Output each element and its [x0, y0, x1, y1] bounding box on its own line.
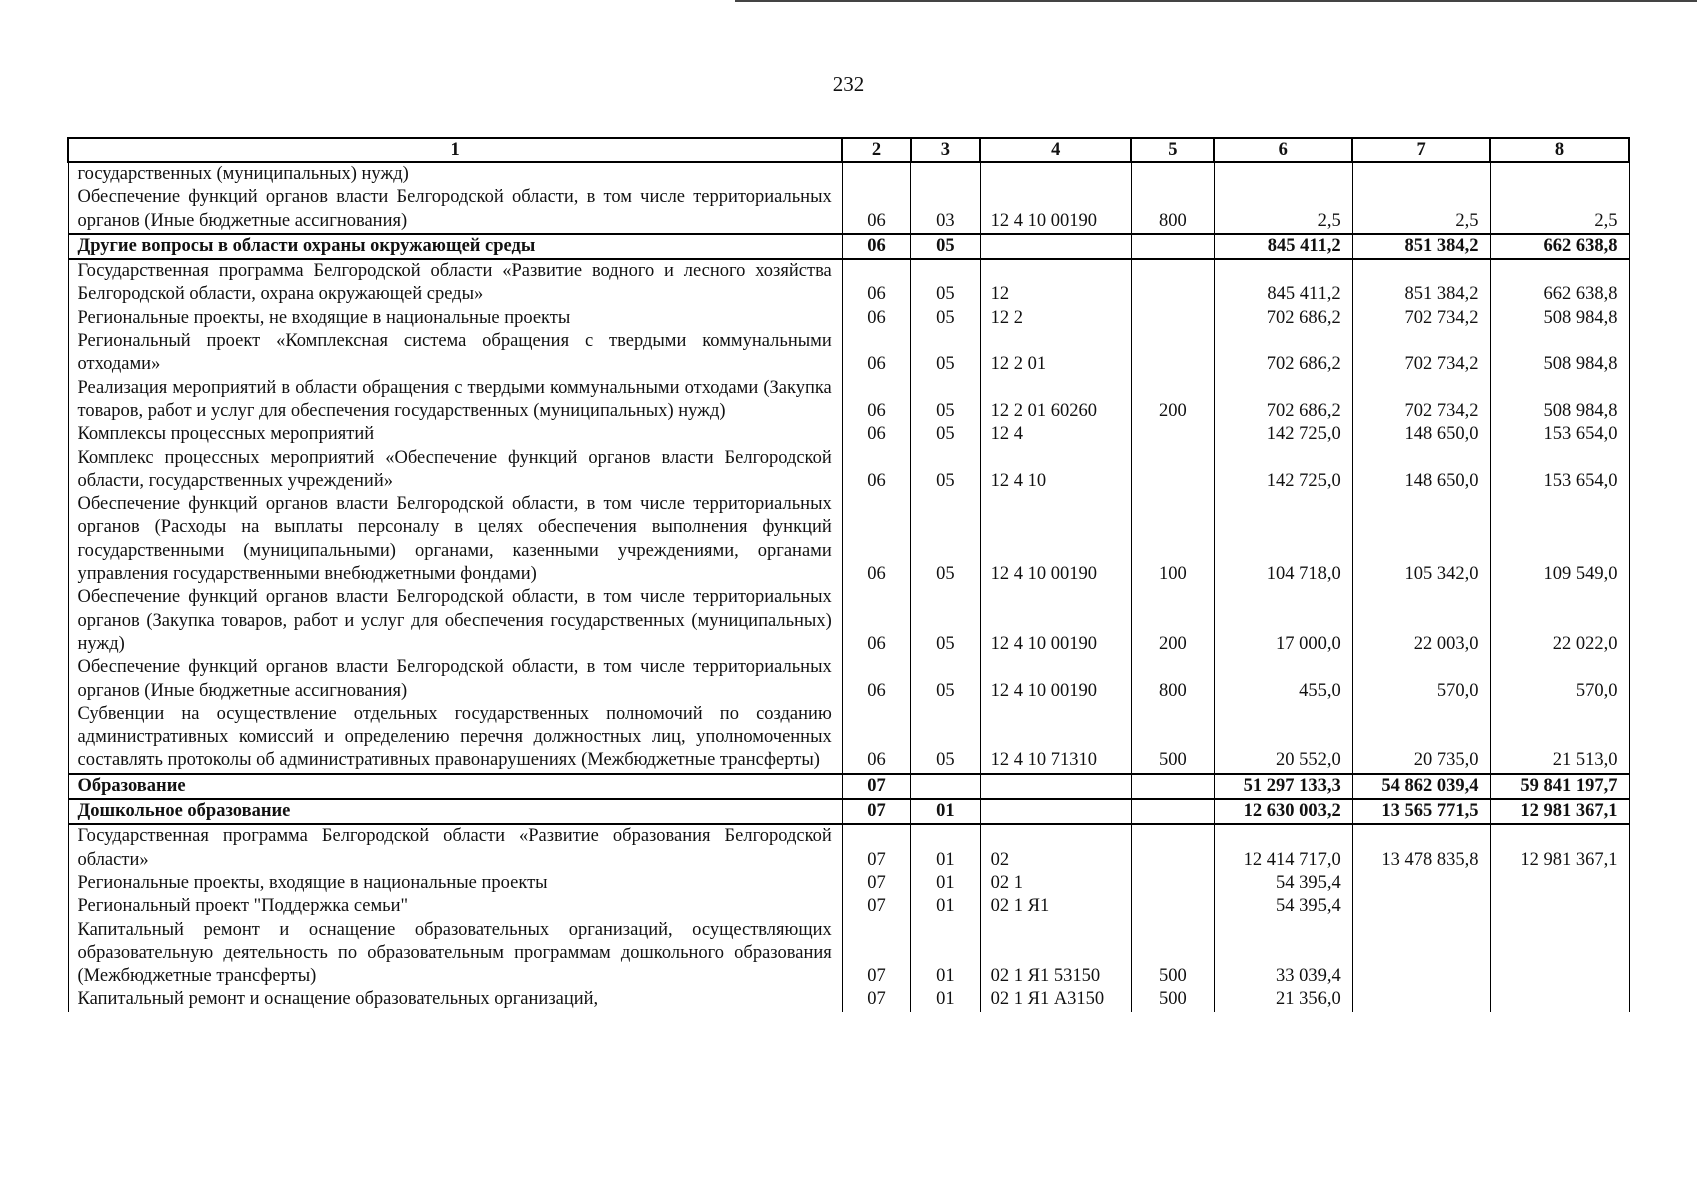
row-amount-col8: [1490, 919, 1629, 989]
header-col-3: 3: [911, 138, 980, 162]
row-expense-type: 500: [1131, 703, 1214, 774]
budget-table: [67, 137, 1630, 1012]
page-number: 232: [832, 72, 865, 96]
row-description: Региональный проект "Поддержка семьи": [68, 895, 842, 918]
row-section-code: 06: [842, 186, 910, 234]
row-expense-type: 800: [1131, 186, 1214, 234]
row-amount-col7: 22 003,0: [1352, 586, 1490, 656]
row-amount-col6: 142 725,0: [1214, 423, 1352, 446]
row-amount-col6: 845 411,2: [1214, 259, 1352, 307]
table-body: [68, 162, 1629, 1012]
row-subsection-code: 05: [911, 656, 980, 703]
table-row: [68, 656, 1629, 703]
table-row: [68, 307, 1629, 330]
row-subsection-code: 01: [911, 988, 980, 1011]
row-target-article: 12 4 10 00190: [980, 186, 1131, 234]
table-row: [68, 493, 1629, 586]
row-amount-col6: 104 718,0: [1214, 493, 1352, 586]
row-target-article: 02: [980, 824, 1131, 872]
row-amount-col8: 570,0: [1490, 656, 1629, 703]
row-target-article: 12: [980, 259, 1131, 307]
row-description: Региональные проекты, не входящие в национальные проекты: [68, 307, 842, 330]
table-row-section-total: [68, 774, 1629, 799]
row-description: Капитальный ремонт и оснащение образовательных организаций, осуществляющих образовательную деятельность по образовательным программам дошкольного образования (Межбюджетные трансферты): [68, 919, 842, 989]
row-description: Государственная программа Белгородской области «Развитие водного и лесного хозяйства Белгородской области, охрана окружающей среды»: [68, 259, 842, 307]
row-target-article: [980, 799, 1131, 824]
row-section-code: 06: [842, 234, 910, 259]
table-row: [68, 703, 1629, 774]
row-subsection-code: [911, 774, 980, 799]
row-section-code: 07: [842, 919, 910, 989]
row-subsection-code: 05: [911, 493, 980, 586]
row-amount-col6: 17 000,0: [1214, 586, 1352, 656]
table-row: [68, 377, 1629, 424]
row-amount-col7: [1352, 162, 1490, 186]
row-expense-type: [1131, 162, 1214, 186]
table-row: [68, 919, 1629, 989]
row-amount-col7: [1352, 988, 1490, 1011]
row-section-code: 06: [842, 423, 910, 446]
table-row: [68, 872, 1629, 895]
row-expense-type: [1131, 307, 1214, 330]
row-amount-col6: 21 356,0: [1214, 988, 1352, 1011]
row-subsection-code: 05: [911, 259, 980, 307]
row-expense-type: 500: [1131, 988, 1214, 1011]
table-row: [68, 423, 1629, 446]
row-section-code: 06: [842, 656, 910, 703]
row-amount-col7: 851 384,2: [1352, 234, 1490, 259]
row-expense-type: [1131, 872, 1214, 895]
table-row: [68, 186, 1629, 234]
row-amount-col7: [1352, 872, 1490, 895]
row-description: Обеспечение функций органов власти Белгородской области, в том числе территориальных органов (Расходы на выплаты персоналу в целях обеспечения выполнения функций государственными (муниципальными) органами, казенными учреждениями, органами управления государственными внебюджетными фондами): [68, 493, 842, 586]
row-section-code: 06: [842, 493, 910, 586]
row-expense-type: 200: [1131, 377, 1214, 424]
row-amount-col8: 508 984,8: [1490, 307, 1629, 330]
row-description: Обеспечение функций органов власти Белгородской области, в том числе территориальных органов (Иные бюджетные ассигнования): [68, 656, 842, 703]
row-amount-col7: 2,5: [1352, 186, 1490, 234]
row-section-code: 06: [842, 330, 910, 377]
row-target-article: [980, 162, 1131, 186]
row-subsection-code: 01: [911, 824, 980, 872]
row-section-code: 06: [842, 259, 910, 307]
row-section-code: 07: [842, 774, 910, 799]
row-amount-col6: 54 395,4: [1214, 895, 1352, 918]
row-subsection-code: 05: [911, 447, 980, 494]
row-expense-type: [1131, 895, 1214, 918]
row-amount-col8: 59 841 197,7: [1490, 774, 1629, 799]
row-expense-type: [1131, 824, 1214, 872]
row-description: Субвенции на осуществление отдельных государственных полномочий по созданию административных комиссий и определению перечня должностных лиц, уполномоченных составлять протоколы об административных правонарушениях (Межбюджетные трансферты): [68, 703, 842, 774]
row-target-article: [980, 234, 1131, 259]
row-target-article: 02 1 Я1 53150: [980, 919, 1131, 989]
row-amount-col7: 702 734,2: [1352, 330, 1490, 377]
row-amount-col7: 851 384,2: [1352, 259, 1490, 307]
header-col-7: 7: [1352, 138, 1490, 162]
row-target-article: 12 4 10 71310: [980, 703, 1131, 774]
row-section-code: 06: [842, 586, 910, 656]
row-description: Комплекс процессных мероприятий «Обеспечение функций органов власти Белгородской области, государственных учреждений»: [68, 447, 842, 494]
row-amount-col8: 153 654,0: [1490, 447, 1629, 494]
header-row: [68, 138, 1629, 162]
row-amount-col8: 2,5: [1490, 186, 1629, 234]
row-amount-col7: 105 342,0: [1352, 493, 1490, 586]
row-amount-col8: [1490, 162, 1629, 186]
row-amount-col6: 142 725,0: [1214, 447, 1352, 494]
row-subsection-code: 05: [911, 377, 980, 424]
row-target-article: [980, 774, 1131, 799]
row-description: Дошкольное образование: [68, 799, 842, 824]
row-expense-type: 100: [1131, 493, 1214, 586]
row-amount-col7: 20 735,0: [1352, 703, 1490, 774]
row-amount-col7: 13 565 771,5: [1352, 799, 1490, 824]
table-row-section-total: [68, 234, 1629, 259]
row-amount-col6: [1214, 162, 1352, 186]
row-subsection-code: 05: [911, 586, 980, 656]
row-amount-col6: 51 297 133,3: [1214, 774, 1352, 799]
row-target-article: 02 1: [980, 872, 1131, 895]
row-subsection-code: [911, 162, 980, 186]
row-amount-col8: 22 022,0: [1490, 586, 1629, 656]
row-description: Государственная программа Белгородской области «Развитие образования Белгородской области»: [68, 824, 842, 872]
row-amount-col8: [1490, 895, 1629, 918]
table-row: [68, 330, 1629, 377]
row-expense-type: 200: [1131, 586, 1214, 656]
row-amount-col7: 702 734,2: [1352, 377, 1490, 424]
row-subsection-code: 05: [911, 307, 980, 330]
row-amount-col8: 662 638,8: [1490, 234, 1629, 259]
row-amount-col6: 845 411,2: [1214, 234, 1352, 259]
row-description: Комплексы процессных мероприятий: [68, 423, 842, 446]
row-subsection-code: 05: [911, 330, 980, 377]
table-row: [68, 988, 1629, 1011]
row-amount-col7: 54 862 039,4: [1352, 774, 1490, 799]
row-description: Капитальный ремонт и оснащение образовательных организаций,: [68, 988, 842, 1011]
header-col-1: 1: [68, 138, 842, 162]
table-row: [68, 447, 1629, 494]
row-subsection-code: 01: [911, 919, 980, 989]
row-description: государственных (муниципальных) нужд): [68, 162, 842, 186]
row-amount-col6: 455,0: [1214, 656, 1352, 703]
row-target-article: 12 2 01: [980, 330, 1131, 377]
header-col-8: 8: [1490, 138, 1629, 162]
row-amount-col6: 12 414 717,0: [1214, 824, 1352, 872]
row-section-code: 06: [842, 703, 910, 774]
row-subsection-code: 01: [911, 872, 980, 895]
row-subsection-code: 05: [911, 423, 980, 446]
header-col-2: 2: [842, 138, 910, 162]
row-subsection-code: 05: [911, 703, 980, 774]
row-description: Региональные проекты, входящие в национальные проекты: [68, 872, 842, 895]
row-target-article: 12 4 10 00190: [980, 656, 1131, 703]
row-target-article: 12 4 10 00190: [980, 493, 1131, 586]
row-description: Реализация мероприятий в области обращения с твердыми коммунальными отходами (Закупка товаров, работ и услуг для обеспечения государственных (муниципальных) нужд): [68, 377, 842, 424]
row-description: Другие вопросы в области охраны окружающей среды: [68, 234, 842, 259]
row-target-article: 02 1 Я1 А3150: [980, 988, 1131, 1011]
row-expense-type: [1131, 234, 1214, 259]
row-expense-type: [1131, 799, 1214, 824]
row-amount-col7: 570,0: [1352, 656, 1490, 703]
table-row: [68, 824, 1629, 872]
row-target-article: 12 2: [980, 307, 1131, 330]
row-amount-col6: 12 630 003,2: [1214, 799, 1352, 824]
row-section-code: 06: [842, 307, 910, 330]
row-amount-col7: 702 734,2: [1352, 307, 1490, 330]
row-amount-col8: 662 638,8: [1490, 259, 1629, 307]
row-section-code: 07: [842, 799, 910, 824]
row-amount-col8: 21 513,0: [1490, 703, 1629, 774]
row-amount-col7: [1352, 895, 1490, 918]
row-expense-type: 800: [1131, 656, 1214, 703]
row-amount-col8: [1490, 988, 1629, 1011]
row-amount-col8: 153 654,0: [1490, 423, 1629, 446]
row-target-article: 12 4 10: [980, 447, 1131, 494]
row-amount-col6: 20 552,0: [1214, 703, 1352, 774]
row-amount-col7: 13 478 835,8: [1352, 824, 1490, 872]
row-section-code: 06: [842, 377, 910, 424]
top-edge-line: [735, 0, 1697, 2]
row-description: Образование: [68, 774, 842, 799]
row-expense-type: [1131, 259, 1214, 307]
row-amount-col7: 148 650,0: [1352, 447, 1490, 494]
row-subsection-code: 01: [911, 895, 980, 918]
row-amount-col7: 148 650,0: [1352, 423, 1490, 446]
table-row: [68, 895, 1629, 918]
row-amount-col8: 508 984,8: [1490, 330, 1629, 377]
row-description: Обеспечение функций органов власти Белгородской области, в том числе территориальных органов (Закупка товаров, работ и услуг для обеспечения государственных (муниципальных) нужд): [68, 586, 842, 656]
table-row: [68, 259, 1629, 307]
row-subsection-code: 03: [911, 186, 980, 234]
table-row: [68, 586, 1629, 656]
row-amount-col6: 702 686,2: [1214, 377, 1352, 424]
row-amount-col6: 54 395,4: [1214, 872, 1352, 895]
row-target-article: 12 4: [980, 423, 1131, 446]
row-target-article: 12 2 01 60260: [980, 377, 1131, 424]
row-description: Региональный проект «Комплексная система обращения с твердыми коммунальными отходами»: [68, 330, 842, 377]
row-amount-col8: 508 984,8: [1490, 377, 1629, 424]
row-section-code: 06: [842, 447, 910, 494]
row-amount-col8: 12 981 367,1: [1490, 824, 1629, 872]
row-expense-type: [1131, 423, 1214, 446]
table-row: [68, 162, 1629, 186]
row-section-code: 07: [842, 988, 910, 1011]
row-amount-col8: 109 549,0: [1490, 493, 1629, 586]
row-amount-col6: 33 039,4: [1214, 919, 1352, 989]
row-description: Обеспечение функций органов власти Белгородской области, в том числе территориальных органов (Иные бюджетные ассигнования): [68, 186, 842, 234]
row-amount-col6: 702 686,2: [1214, 330, 1352, 377]
row-subsection-code: 05: [911, 234, 980, 259]
row-expense-type: 500: [1131, 919, 1214, 989]
table-row-section-total: [68, 799, 1629, 824]
row-amount-col6: 2,5: [1214, 186, 1352, 234]
row-amount-col7: [1352, 919, 1490, 989]
row-amount-col8: [1490, 872, 1629, 895]
row-amount-col8: 12 981 367,1: [1490, 799, 1629, 824]
header-col-5: 5: [1131, 138, 1214, 162]
row-expense-type: [1131, 330, 1214, 377]
row-subsection-code: 01: [911, 799, 980, 824]
header-col-6: 6: [1214, 138, 1352, 162]
header-col-4: 4: [980, 138, 1131, 162]
row-expense-type: [1131, 774, 1214, 799]
row-expense-type: [1131, 447, 1214, 494]
row-section-code: 07: [842, 824, 910, 872]
table-header: [68, 138, 1629, 162]
row-target-article: 02 1 Я1: [980, 895, 1131, 918]
row-section-code: 07: [842, 895, 910, 918]
row-section-code: 07: [842, 872, 910, 895]
row-amount-col6: 702 686,2: [1214, 307, 1352, 330]
row-target-article: 12 4 10 00190: [980, 586, 1131, 656]
row-section-code: [842, 162, 910, 186]
